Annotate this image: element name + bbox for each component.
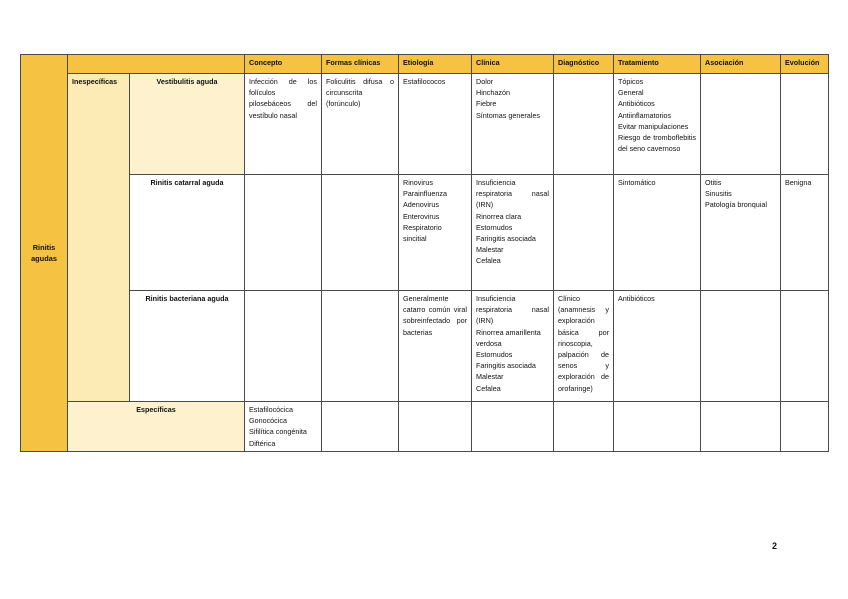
cell-bacteriana-diagnostico: Clínico (anamnesis y exploración básica por rinoscopia, palpación de senos y exploración de orofaringe): [554, 291, 614, 402]
table-row-bacteriana: [21, 291, 829, 402]
list-item: Cefalea: [476, 383, 501, 393]
label-vestibulitis: Vestibulitis aguda: [130, 74, 245, 175]
list-item: Fiebre: [476, 99, 497, 109]
cell-vestibulitis-concepto: Infección de los folículos pilosebáceos del vestíbulo nasal: [245, 74, 322, 175]
list-item: Sifilítica congénita: [249, 427, 307, 437]
list-item: Malestar: [476, 372, 504, 382]
label-catarral: Rinitis catarral aguda: [130, 175, 245, 291]
list-item: Otitis: [705, 178, 722, 187]
header-asociacion: Asociación: [701, 55, 781, 74]
list-item: Antibióticos: [618, 99, 655, 109]
table-row-vestibulitis: [21, 74, 829, 175]
cell-especificas-asociacion: [701, 402, 781, 452]
list-item: Estornudos: [476, 222, 513, 232]
list-item: Síntomas generales: [476, 110, 540, 120]
cell-especificas-tratamiento: [614, 402, 701, 452]
list-item: Malestar: [476, 245, 504, 255]
header-concepto: Concepto: [245, 55, 322, 74]
group-label-line1: Rinitis: [32, 242, 56, 252]
list-item: Hinchazón: [476, 88, 510, 98]
cell-bacteriana-etiologia: Generalmente catarro común viral sobreinfectado por bacterias: [399, 291, 472, 402]
list-item: Respiratorio sincitial: [403, 222, 442, 244]
list-item: Insuficiencia respiratoria nasal (IRN): [476, 294, 549, 326]
cell-vestibulitis-tratamiento: [614, 74, 701, 175]
header-formas-clinicas: Formas clínicas: [322, 55, 399, 74]
cell-bacteriana-clinica: [472, 291, 554, 402]
cell-especificas-concepto: [245, 402, 322, 452]
list-item: Rinorrea amarillenta verdosa: [476, 327, 541, 348]
cell-catarral-formas: [322, 175, 399, 291]
list-item: Estafilococos: [403, 77, 446, 86]
cell-vestibulitis-clinica: [472, 74, 554, 175]
cell-catarral-evolucion: [781, 175, 829, 291]
header-etiologia: Etiología: [399, 55, 472, 74]
list-item: Insuficiencia respiratoria nasal (IRN): [476, 178, 549, 210]
list-item: Sintomático: [618, 178, 656, 187]
cell-bacteriana-formas: [322, 291, 399, 402]
cell-especificas-formas: [322, 402, 399, 452]
cell-especificas-etiologia: [399, 402, 472, 452]
list-item: Estafilocócica: [249, 405, 293, 414]
header-tratamiento: Tratamiento: [614, 55, 701, 74]
page-number: 2: [772, 541, 778, 551]
list-item: Antiinflamatorios: [618, 110, 672, 120]
list-item: General: [618, 88, 644, 98]
header-clinica: Clínica: [472, 55, 554, 74]
cell-catarral-etiologia: [399, 175, 472, 291]
cell-bacteriana-asociacion: [701, 291, 781, 402]
list-item: Benigna: [785, 178, 812, 187]
list-item: Cefalea: [476, 256, 501, 266]
list-item: Patología bronquial: [705, 200, 767, 210]
list-item: Sinusitis: [705, 189, 732, 199]
list-item: Adenovirus: [403, 200, 439, 210]
group-label-line2: agudas: [31, 253, 57, 263]
cell-especificas-evolucion: [781, 402, 829, 452]
cell-catarral-clinica: [472, 175, 554, 291]
header-evolucion: Evolución: [781, 55, 829, 74]
header-blank: [68, 55, 245, 74]
list-item: Parainfluenza: [403, 189, 447, 199]
list-item: Evitar manipulaciones: [618, 121, 689, 131]
group-label-rinitis-agudas: [21, 55, 68, 452]
list-item: Riesgo de tromboflebitis del seno cavernoso: [618, 133, 696, 154]
cell-vestibulitis-diagnostico: [554, 74, 614, 175]
list-item: Diftérica: [249, 438, 276, 448]
table-row-especificas: [21, 402, 829, 452]
cell-bacteriana-tratamiento: [614, 291, 701, 402]
table-row-catarral: [21, 175, 829, 291]
cell-vestibulitis-asociacion: [701, 74, 781, 175]
list-item: Antibióticos: [618, 294, 655, 303]
cell-catarral-concepto: [245, 175, 322, 291]
cell-vestibulitis-evolucion: [781, 74, 829, 175]
list-item: Rinovirus: [403, 178, 433, 187]
list-item: Dolor: [476, 77, 494, 86]
cell-bacteriana-evolucion: [781, 291, 829, 402]
list-item: Rinorrea clara: [476, 211, 522, 221]
cell-vestibulitis-formas: Foliculitis difusa o circunscrita (forúnculo): [322, 74, 399, 175]
label-inespecificas: Inespecíficas: [68, 74, 130, 402]
list-item: Estornudos: [476, 350, 513, 360]
cell-catarral-asociacion: [701, 175, 781, 291]
cell-catarral-tratamiento: [614, 175, 701, 291]
list-item: Gonocócica: [249, 416, 287, 426]
label-especificas: Específicas: [68, 402, 245, 452]
list-item: Enterovirus: [403, 211, 440, 221]
list-item: Tópicos: [618, 77, 644, 86]
cell-especificas-clinica: [472, 402, 554, 452]
label-bacteriana: Rinitis bacteriana aguda: [130, 291, 245, 402]
list-item: Faringitis asociada: [476, 234, 536, 244]
rinitis-table: [20, 54, 829, 452]
cell-especificas-diagnostico: [554, 402, 614, 452]
header-diagnostico: Diagnóstico: [554, 55, 614, 74]
list-item: Faringitis asociada: [476, 361, 536, 371]
cell-bacteriana-concepto: [245, 291, 322, 402]
cell-vestibulitis-etiologia: [399, 74, 472, 175]
cell-catarral-diagnostico: [554, 175, 614, 291]
